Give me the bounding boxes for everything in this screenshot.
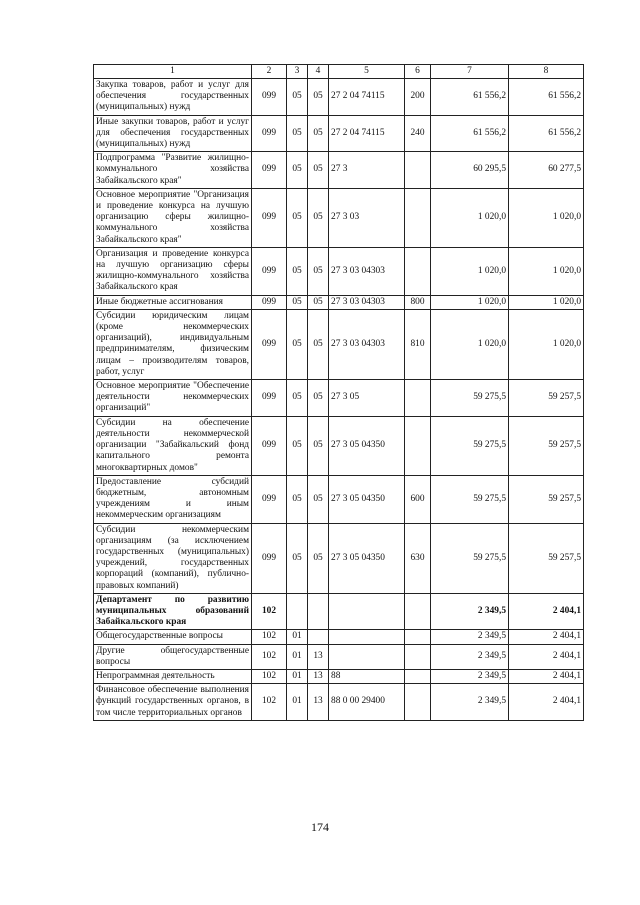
- code-target: 88 0 00 29400: [329, 684, 405, 721]
- table-body: [94, 79, 584, 721]
- amount-year-2: 2 404,1: [509, 630, 584, 644]
- code-section: 01: [287, 684, 308, 721]
- table-row: [94, 416, 584, 475]
- amount-year-2: 2 404,1: [509, 669, 584, 683]
- code-subsection: 05: [308, 416, 329, 475]
- table-row: [94, 188, 584, 247]
- code-subsection: 05: [308, 79, 329, 116]
- code-expense-type: [405, 644, 431, 669]
- code-target: 27 3 05 04350: [329, 523, 405, 593]
- code-subsection: 05: [308, 247, 329, 295]
- code-admin: 102: [252, 684, 287, 721]
- code-subsection: 05: [308, 475, 329, 523]
- code-expense-type: 200: [405, 79, 431, 116]
- table-row: [94, 247, 584, 295]
- column-header-8: 8: [509, 65, 584, 79]
- amount-year-1: 61 556,2: [431, 79, 509, 116]
- column-header-7: 7: [431, 65, 509, 79]
- amount-year-1: 2 349,5: [431, 669, 509, 683]
- code-section: 05: [287, 247, 308, 295]
- code-expense-type: 810: [405, 309, 431, 379]
- code-target: [329, 644, 405, 669]
- amount-year-2: 2 404,1: [509, 684, 584, 721]
- column-header-5: 5: [329, 65, 405, 79]
- code-subsection: 05: [308, 152, 329, 189]
- code-admin: 099: [252, 416, 287, 475]
- amount-year-2: 61 556,2: [509, 115, 584, 152]
- code-section: 05: [287, 380, 308, 417]
- code-expense-type: [405, 669, 431, 683]
- code-expense-type: [405, 630, 431, 644]
- code-section: 05: [287, 475, 308, 523]
- code-section: 05: [287, 295, 308, 309]
- amount-year-1: 59 275,5: [431, 475, 509, 523]
- code-admin: 102: [252, 593, 287, 630]
- code-target: 27 3 05 04350: [329, 475, 405, 523]
- code-admin: 099: [252, 295, 287, 309]
- row-name: Общегосударственные вопросы: [94, 630, 252, 644]
- code-section: 01: [287, 644, 308, 669]
- code-admin: 099: [252, 247, 287, 295]
- row-name: Субсидии некоммерческим организациям (за исключением государственных (муниципальных) учреждений, государственных корпораций (компаний), публично-правовых компаний): [94, 523, 252, 593]
- amount-year-2: 1 020,0: [509, 295, 584, 309]
- column-header-2: 2: [252, 65, 287, 79]
- code-target: 88: [329, 669, 405, 683]
- code-section: 05: [287, 115, 308, 152]
- table-row: [94, 644, 584, 669]
- code-admin: 099: [252, 79, 287, 116]
- amount-year-2: 2 404,1: [509, 644, 584, 669]
- row-name: Организация и проведение конкурса на лучшую организацию сферы жилищно-коммунального хозяйства Забайкальского края: [94, 247, 252, 295]
- code-subsection: [308, 630, 329, 644]
- code-subsection: 05: [308, 523, 329, 593]
- amount-year-1: 1 020,0: [431, 188, 509, 247]
- amount-year-1: 60 295,5: [431, 152, 509, 189]
- code-section: 05: [287, 523, 308, 593]
- amount-year-2: 60 277,5: [509, 152, 584, 189]
- amount-year-1: 2 349,5: [431, 593, 509, 630]
- row-name: Субсидии юридическим лицам (кроме некоммерческих организаций), индивидуальным предпринимателям, физическим лицам – производителям товаров, работ, услуг: [94, 309, 252, 379]
- code-section: [287, 593, 308, 630]
- code-expense-type: [405, 152, 431, 189]
- code-section: 05: [287, 152, 308, 189]
- amount-year-1: 59 275,5: [431, 380, 509, 417]
- code-target: 27 2 04 74115: [329, 79, 405, 116]
- amount-year-2: 1 020,0: [509, 188, 584, 247]
- code-section: 05: [287, 188, 308, 247]
- code-target: [329, 593, 405, 630]
- code-expense-type: 800: [405, 295, 431, 309]
- table-row: [94, 115, 584, 152]
- code-admin: 099: [252, 188, 287, 247]
- code-subsection: 05: [308, 295, 329, 309]
- code-target: 27 3 03 04303: [329, 247, 405, 295]
- code-admin: 099: [252, 309, 287, 379]
- code-expense-type: [405, 684, 431, 721]
- code-expense-type: 630: [405, 523, 431, 593]
- code-admin: 102: [252, 630, 287, 644]
- row-name: Иные закупки товаров, работ и услуг для обеспечения государственных (муниципальных) нужд: [94, 115, 252, 152]
- row-name: Непрограммная деятельность: [94, 669, 252, 683]
- table-row: [94, 380, 584, 417]
- amount-year-2: 59 257,5: [509, 380, 584, 417]
- code-subsection: 13: [308, 644, 329, 669]
- page-number: 174: [311, 820, 329, 834]
- amount-year-2: 59 257,5: [509, 475, 584, 523]
- code-target: 27 3 05 04350: [329, 416, 405, 475]
- budget-table: [93, 64, 584, 721]
- code-admin: 099: [252, 115, 287, 152]
- amount-year-2: 61 556,2: [509, 79, 584, 116]
- code-admin: 099: [252, 523, 287, 593]
- table-row: [94, 684, 584, 721]
- row-name: Закупка товаров, работ и услуг для обеспечения государственных (муниципальных) нужд: [94, 79, 252, 116]
- code-section: 05: [287, 79, 308, 116]
- code-subsection: 05: [308, 309, 329, 379]
- code-expense-type: [405, 593, 431, 630]
- code-subsection: 13: [308, 669, 329, 683]
- table-row: [94, 152, 584, 189]
- row-name: Предоставление субсидий бюджетным, автономным учреждениям и иным некоммерческим организациям: [94, 475, 252, 523]
- code-target: 27 3 05: [329, 380, 405, 417]
- code-expense-type: 600: [405, 475, 431, 523]
- row-name: Субсидии на обеспечение деятельности некоммерческой организации "Забайкальский фонд капитального ремонта многоквартирных домов": [94, 416, 252, 475]
- amount-year-1: 61 556,2: [431, 115, 509, 152]
- code-target: 27 3: [329, 152, 405, 189]
- amount-year-1: 2 349,5: [431, 684, 509, 721]
- code-subsection: 05: [308, 115, 329, 152]
- row-name: Основное мероприятие "Обеспечение деятельности некоммерческих организаций": [94, 380, 252, 417]
- amount-year-1: 59 275,5: [431, 416, 509, 475]
- table-row: [94, 630, 584, 644]
- amount-year-1: 2 349,5: [431, 630, 509, 644]
- table-row: [94, 79, 584, 116]
- code-subsection: [308, 593, 329, 630]
- amount-year-1: 59 275,5: [431, 523, 509, 593]
- row-name: Подпрограмма "Развитие жилищно-коммунального хозяйства Забайкальского края": [94, 152, 252, 189]
- code-admin: 099: [252, 475, 287, 523]
- column-header-1: 1: [94, 65, 252, 79]
- code-expense-type: [405, 247, 431, 295]
- code-admin: 099: [252, 380, 287, 417]
- code-admin: 099: [252, 152, 287, 189]
- code-expense-type: 240: [405, 115, 431, 152]
- table-row: [94, 295, 584, 309]
- amount-year-2: 59 257,5: [509, 416, 584, 475]
- code-section: 01: [287, 630, 308, 644]
- table-row: [94, 475, 584, 523]
- code-expense-type: [405, 188, 431, 247]
- amount-year-1: 1 020,0: [431, 295, 509, 309]
- code-section: 05: [287, 416, 308, 475]
- row-name: Финансовое обеспечение выполнения функций государственных органов, в том числе территориальных органов: [94, 684, 252, 721]
- column-header-3: 3: [287, 65, 308, 79]
- amount-year-2: 2 404,1: [509, 593, 584, 630]
- row-name: Иные бюджетные ассигнования: [94, 295, 252, 309]
- code-subsection: 05: [308, 380, 329, 417]
- row-name: Основное мероприятие "Организация и проведение конкурса на лучшую организацию сферы жилищно-коммунального хозяйства Забайкальского края": [94, 188, 252, 247]
- code-expense-type: [405, 380, 431, 417]
- amount-year-2: 59 257,5: [509, 523, 584, 593]
- code-section: 01: [287, 669, 308, 683]
- code-target: 27 3 03: [329, 188, 405, 247]
- amount-year-1: 2 349,5: [431, 644, 509, 669]
- header-row: [94, 65, 584, 79]
- amount-year-2: 1 020,0: [509, 247, 584, 295]
- amount-year-2: 1 020,0: [509, 309, 584, 379]
- code-target: [329, 630, 405, 644]
- table-header: [94, 65, 584, 79]
- table-row: [94, 309, 584, 379]
- row-name: Другие общегосударственные вопросы: [94, 644, 252, 669]
- table-row: [94, 669, 584, 683]
- code-target: 27 3 03 04303: [329, 309, 405, 379]
- code-admin: 102: [252, 669, 287, 683]
- table-row: [94, 593, 584, 630]
- code-target: 27 3 03 04303: [329, 295, 405, 309]
- code-subsection: 13: [308, 684, 329, 721]
- code-subsection: 05: [308, 188, 329, 247]
- amount-year-1: 1 020,0: [431, 247, 509, 295]
- amount-year-1: 1 020,0: [431, 309, 509, 379]
- code-target: 27 2 04 74115: [329, 115, 405, 152]
- column-header-6: 6: [405, 65, 431, 79]
- code-expense-type: [405, 416, 431, 475]
- code-section: 05: [287, 309, 308, 379]
- column-header-4: 4: [308, 65, 329, 79]
- row-name: Департамент по развитию муниципальных образований Забайкальского края: [94, 593, 252, 630]
- code-admin: 102: [252, 644, 287, 669]
- table-row: [94, 523, 584, 593]
